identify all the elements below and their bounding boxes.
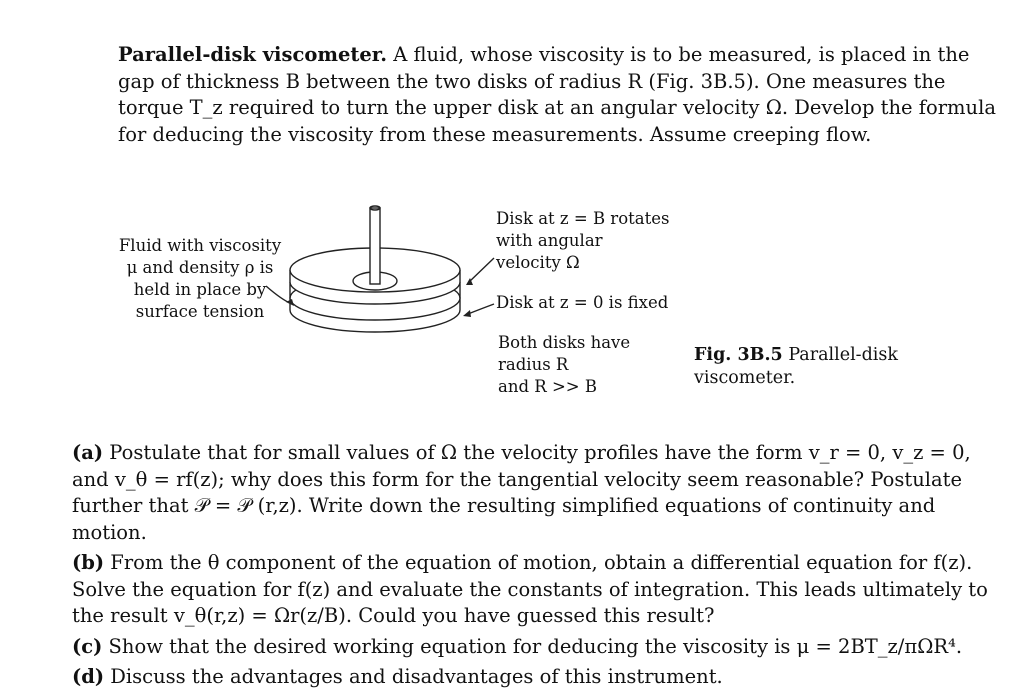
shaft [370, 208, 380, 284]
question-d [72, 664, 1002, 691]
question-a [72, 440, 1002, 546]
caption-line-1: Parallel-disk [788, 345, 898, 365]
intro-text: A fluid, whose viscosity is to be measured, is placed in the gap of thickness B between the two disks of radius R (Fig. 3B.5). One measures the torque T_z required to turn the upper disk at an angular velocity Ω. Develop the formula for deducing the viscosity from these measurements. Assume creeping flow. [118, 43, 996, 146]
caption-number: Fig. 3B.5 [694, 345, 783, 365]
caption-line-2: viscometer. [694, 368, 796, 388]
fluid-label [112, 235, 288, 323]
question-d-text: Discuss the advantages and disadvantages of this instrument. [110, 665, 723, 688]
question-b [72, 550, 1002, 630]
upper-disk-label-line-3: velocity Ω [496, 253, 580, 272]
fluid-label-line-1: Fluid with viscosity [118, 236, 282, 255]
question-a-text: Postulate that for small values of Ω the velocity profiles have the form v_r = 0, v_z = 0, and v_θ = rf(z); why does this form for the tangential velocity seem reasonable? Postulate further that 𝒫 = 𝒫 (r,z). Write down the resulting simplified equations of continuity and motion. [72, 441, 971, 544]
upper-disk-label-line-1: Disk at z = B rotates [496, 209, 670, 228]
fluid-label-line-4: surface tension [135, 302, 265, 321]
questions-list [72, 440, 1002, 691]
question-c-text: Show that the desired working equation for deducing the viscosity is μ = 2BT_z/πΩR⁴. [108, 634, 963, 658]
figure-caption [694, 344, 898, 390]
radius-label [498, 332, 630, 398]
question-c-label: (c) [72, 634, 103, 658]
upper-disk-label-line-2: with angular [496, 231, 603, 250]
question-a-label: (a) [72, 441, 104, 464]
question-b-label: (b) [72, 551, 105, 574]
radius-label-line-3: and R >> B [498, 377, 597, 396]
lower-disk-label: Disk at z = 0 is fixed [496, 293, 669, 312]
intro-heading: Parallel-disk viscometer. [118, 43, 388, 66]
fluid-label-line-2: μ and density ρ is [126, 258, 274, 277]
leader-upper [468, 258, 494, 283]
question-d-label: (d) [72, 665, 105, 688]
question-b-text: From the θ component of the equation of motion, obtain a differential equation for f(z). Solve the equation for f(z) and evaluate the constants of integration. This leads ultimately to the result v_θ(r,z) = Ωr(z/B). Could you have guessed this result? [72, 551, 988, 627]
leader-lower [468, 304, 494, 314]
radius-label-line-1: Both disks have [498, 333, 631, 352]
radius-label-line-2: radius R [498, 355, 569, 374]
fluid-label-line-3: held in place by [133, 280, 267, 299]
upper-disk-label [496, 208, 669, 274]
question-c [72, 634, 1002, 661]
